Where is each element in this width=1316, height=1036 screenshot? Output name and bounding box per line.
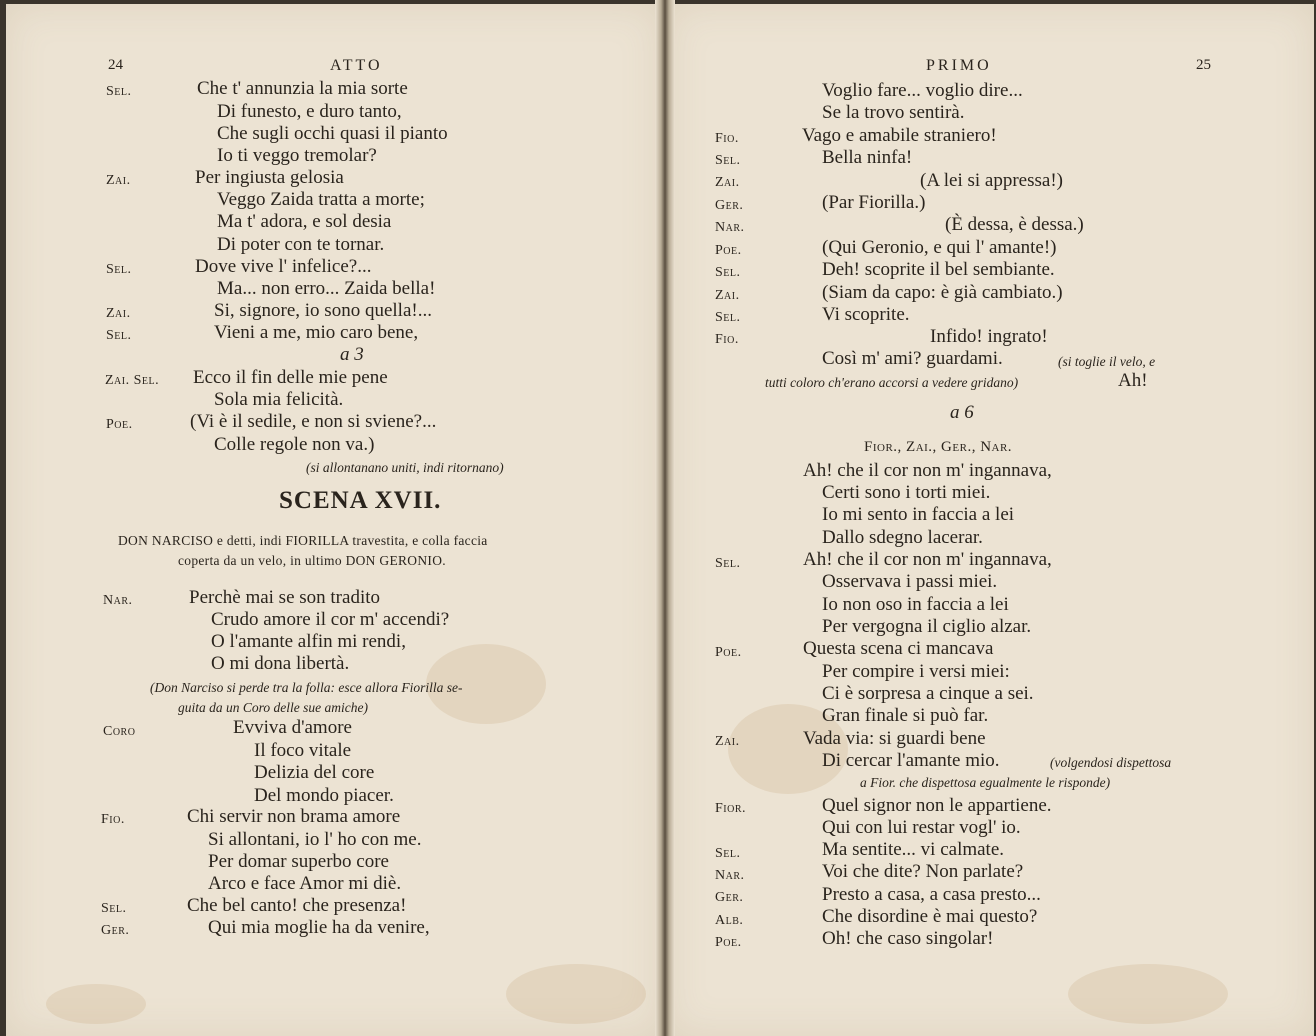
speaker: Nar. [715,868,745,883]
verse-line: Per ingiusta gelosia [195,167,344,188]
book-gutter [655,0,675,1036]
speaker: Fio. [101,812,125,827]
verse-line: Crudo amore il cor m' accendi? [211,609,450,630]
speaker: Zai. [106,306,131,321]
verse-line: Infido! ingrato! [930,326,1048,347]
verse-line: Dallo sdegno lacerar. [822,527,983,548]
speaker: Fior. [715,801,747,816]
speaker: Poe. [715,645,742,660]
verse-line: Certi sono i torti miei. [822,482,991,503]
speaker: Sel. [715,556,741,571]
speaker: Poe. [106,417,133,432]
verse-line: Oh! che caso singolar! [822,928,994,949]
verse-line: Io mi sento in faccia a lei [822,504,1015,525]
verse-line: Vada via: si guardi bene [803,728,986,749]
verse-line: Veggo Zaida tratta a morte; [217,189,425,210]
verse-line: Di cercar l'amante mio. [822,750,1000,771]
page-number-left: 24 [108,57,123,73]
running-header-left: ATTO [330,57,383,74]
verse-line: Colle regole non va.) [214,434,375,455]
ensemble-mark: a 3 [340,344,364,365]
speaker: Zai. [715,734,740,749]
verse-line: Gran finale si può far. [822,705,989,726]
verse-line: Che sugli occhi quasi il pianto [217,123,448,144]
speaker: Coro [103,724,136,739]
verse-line: (Par Fiorilla.) [822,192,926,213]
speaker: Poe. [715,243,742,258]
scene-description: DON NARCISO e detti, indi FIORILLA travestita, e colla faccia [118,533,488,548]
verse-line: (È dessa, è dessa.) [945,214,1084,235]
verse-line: Ecco il fin delle mie pene [193,367,388,388]
ensemble-mark: a 6 [950,402,974,423]
speaker: Sel. [106,262,132,277]
stage-direction: a Fior. che dispettosa egualmente le risponde) [860,775,1111,790]
verse-line: Osservava i passi miei. [822,571,998,592]
speaker: Nar. [103,593,133,608]
verse-line: Vieni a me, mio caro bene, [214,322,419,343]
verse-line: O l'amante alfin mi rendi, [211,631,406,652]
verse-line: Evviva d'amore [233,717,352,738]
verse-line: Deh! scoprite il bel sembiante. [822,259,1055,280]
verse-line: Qui mia moglie ha da venire, [208,917,430,938]
verse-line: Ah! [1118,370,1148,391]
verse-line: Di funesto, e duro tanto, [217,101,402,122]
verse-line: Ma... non erro... Zaida bella! [217,278,436,299]
verse-line: Che t' annunzia la mia sorte [197,78,408,99]
stage-direction: (volgendosi dispettosa [1050,755,1172,770]
speaker: Sel. [715,310,741,325]
speaker: Zai. Sel. [105,373,160,388]
speaker: Sel. [715,153,741,168]
verse-line: Questa scena ci mancava [803,638,994,659]
verse-line: Voi che dite? Non parlate? [822,861,1024,882]
stage-direction: (Don Narciso si perde tra la folla: esce allora Fiorilla se- [150,680,463,695]
verse-line: Per vergogna il ciglio alzar. [822,616,1032,637]
scene-title: SCENA XVII. [279,487,442,514]
speaker: Fio. [715,332,739,347]
speaker: Zai. [715,288,740,303]
verse-line: Ah! che il cor non m' ingannava, [803,549,1052,570]
verse-line: Quel signor non le appartiene. [822,795,1052,816]
speaker: Sel. [101,901,127,916]
speaker: Fio. [715,131,739,146]
verse-line: Bella ninfa! [822,147,913,168]
speaker: Zai. [106,173,131,188]
speaker: Ger. [715,198,744,213]
stage-direction: (si toglie il velo, e [1058,354,1156,369]
speaker: Sel. [106,328,132,343]
verse-line: Chi servir non brama amore [187,806,401,827]
ensemble-speakers: Fior., Zai., Ger., Nar. [864,439,1013,455]
verse-line: Il foco vitale [254,740,352,761]
verse-line: Ci è sorpresa a cinque a sei. [822,683,1034,704]
verse-line: Sola mia felicità. [214,389,344,410]
stage-direction: (si allontanano uniti, indi ritornano) [306,460,504,475]
speaker: Ger. [715,890,744,905]
page-number-right: 25 [1196,57,1211,73]
speaker: Sel. [715,265,741,280]
verse-line: Perchè mai se son tradito [189,587,381,608]
verse-line: (Vi è il sedile, e non si sviene?... [190,411,437,432]
speaker: Nar. [715,220,745,235]
verse-line: Presto a casa, a casa presto... [822,884,1041,905]
verse-line: Di poter con te tornar. [217,234,385,255]
verse-line: Se la trovo sentirà. [822,102,965,123]
speaker: Ger. [101,923,130,938]
verse-line: Per domar superbo core [208,851,389,872]
verse-line: Per compire i versi miei: [822,661,1010,682]
verse-line: Vago e amabile straniero! [802,125,997,146]
stage-direction: guita da un Coro delle sue amiche) [178,700,368,715]
running-header-right: PRIMO [926,57,992,74]
verse-line: (Qui Geronio, e qui l' amante!) [822,237,1057,258]
verse-line: O mi dona libertà. [211,653,350,674]
verse-line: Ah! che il cor non m' ingannava, [803,460,1052,481]
verse-line: Io ti veggo tremolar? [217,145,377,166]
speaker: Sel. [106,84,132,99]
verse-line: (Siam da capo: è già cambiato.) [822,282,1063,303]
verse-line: Dove vive l' infelice?... [195,256,372,277]
verse-line: Ma sentite... vi calmate. [822,839,1005,860]
verse-line: Che disordine è mai questo? [822,906,1038,927]
verse-line: Così m' ami? guardami. [822,348,1003,369]
verse-line: Si, signore, io sono quella!... [214,300,432,321]
scene-description: coperta da un velo, in ultimo DON GERONIO. [178,553,446,568]
verse-line: Voglio fare... voglio dire... [822,80,1023,101]
verse-line: Del mondo piacer. [254,785,394,806]
speaker: Zai. [715,175,740,190]
verse-line: Delizia del core [254,762,375,783]
speaker: Poe. [715,935,742,950]
verse-line: Ma t' adora, e sol desia [217,211,392,232]
stage-direction: tutti coloro ch'erano accorsi a vedere gridano) [765,375,1019,390]
verse-line: Arco e face Amor mi diè. [208,873,402,894]
verse-line: Che bel canto! che presenza! [187,895,407,916]
speaker: Sel. [715,846,741,861]
speaker: Alb. [715,913,744,928]
verse-line: (A lei si appressa!) [920,170,1063,191]
verse-line: Qui con lui restar vogl' io. [822,817,1021,838]
verse-line: Si allontani, io l' ho con me. [208,829,422,850]
verse-line: Io non oso in faccia a lei [822,594,1009,615]
verse-line: Vi scoprite. [822,304,910,325]
